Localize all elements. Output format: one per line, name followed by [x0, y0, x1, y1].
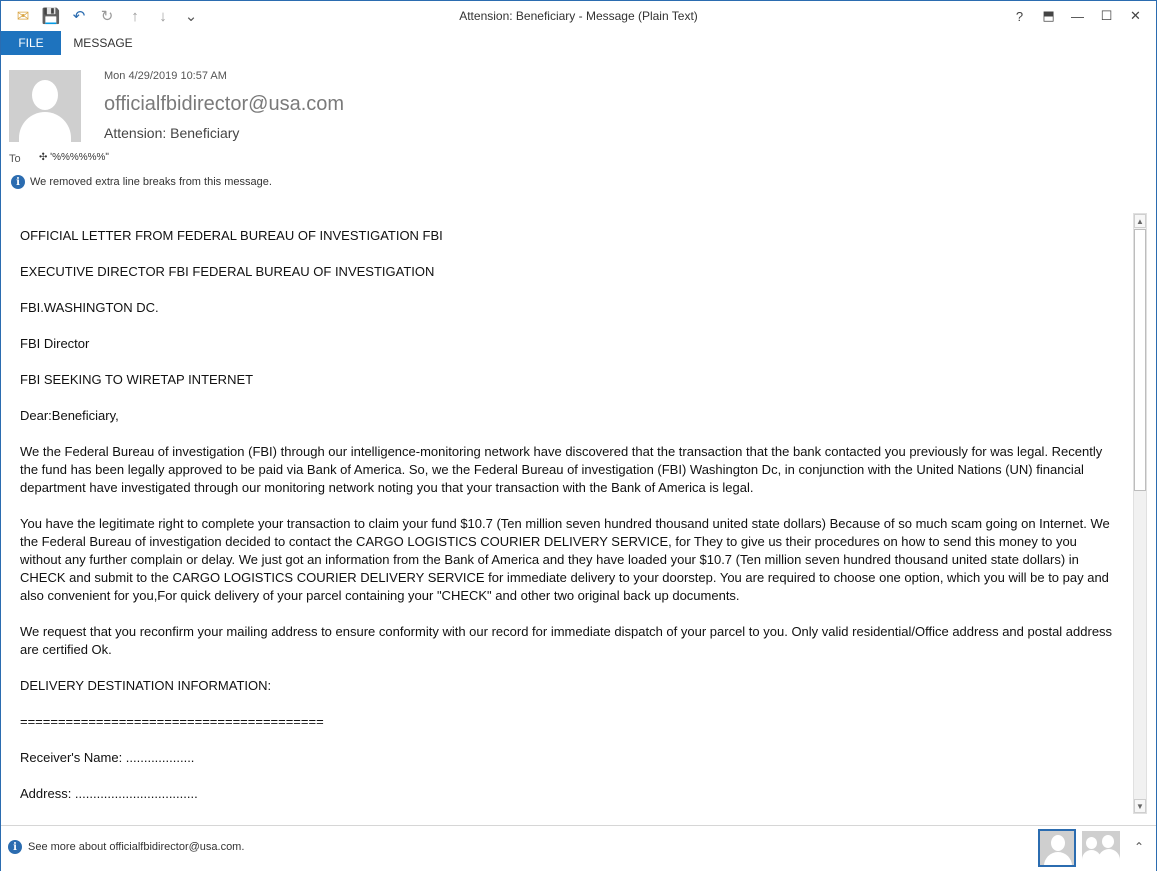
recipient-address[interactable]: ✣ ʹ%%%%%%ʺ — [39, 152, 109, 163]
sender-avatar[interactable] — [9, 70, 81, 142]
sender-address[interactable]: officialfbidirector@usa.com — [104, 93, 345, 115]
save-icon[interactable]: 💾 — [41, 8, 61, 25]
person-head-icon — [32, 80, 58, 110]
body-paragraph: You have the legitimate right to complete your transaction to claim your fund $10.7 (Ten million seven hundred thousand united state dollars) Because of so much scam going on Internet. We the Federal Bureau of investigation decided to contact the CARGO LOGISTICS COURIER DELIVERY SERVICE, for They to give us their procedures on how to send this money to you without any further complain or delay. We just got an information from the Bank of America and they have loaded your $10.7 (Ten million seven hundred thousand united state dollars) in CHECK and submit to the CARGO LOGISTICS COURIER DELIVERY SERVICE for immediate delivery to your doorstep. You are required to choose one option, which you will be to pay and also convenient for you,For quick delivery of your parcel containing your "CHECK" and other two original back up documents. — [20, 516, 1110, 603]
ribbon-tabs — [1, 31, 1156, 55]
vertical-scrollbar[interactable] — [1133, 213, 1147, 814]
body-paragraph: EXECUTIVE DIRECTOR FBI FEDERAL BUREAU OF INVESTIGATION — [20, 264, 435, 279]
group-person-head-icon — [1086, 837, 1097, 849]
ribbon-display-options-button[interactable]: ⬒ — [1042, 8, 1055, 23]
close-button[interactable]: ✕ — [1130, 8, 1141, 23]
person-head-icon — [1051, 835, 1065, 851]
info-bar[interactable] — [11, 175, 272, 189]
body-paragraph: Address: .................................. — [20, 786, 198, 801]
group-person-head-icon — [1102, 835, 1114, 848]
see-more-text: See more about officialfbidirector@usa.com. — [28, 841, 245, 853]
help-button[interactable]: ? — [1015, 8, 1024, 24]
body-paragraph: FBI SEEKING TO WIRETAP INTERNET — [20, 372, 254, 387]
message-subject: Attension: Beneficiary — [104, 125, 240, 141]
info-bar-text: We removed extra line breaks from this message. — [30, 176, 272, 188]
scroll-up-icon[interactable]: ▲ — [1134, 214, 1146, 228]
to-label: To — [9, 153, 21, 165]
tab-message[interactable]: MESSAGE — [73, 36, 133, 50]
customize-toolbar-icon[interactable]: ⌄ — [184, 8, 198, 25]
tab-file[interactable]: FILE — [1, 31, 61, 55]
contact-photo-button[interactable] — [1038, 829, 1076, 867]
group-person-icon — [1098, 849, 1120, 867]
mail-icon[interactable]: ✉ — [16, 8, 30, 25]
body-paragraph: DELIVERY DESTINATION INFORMATION: — [20, 678, 272, 693]
message-date: Mon 4/29/2019 10:57 AM — [104, 70, 227, 82]
message-body[interactable] — [1, 213, 1131, 817]
group-contacts-button[interactable] — [1082, 831, 1120, 867]
body-paragraph: We the Federal Bureau of investigation (FBI) through our intelligence-monitoring network have discovered that the transaction that the bank contacted you previously for was legal. Recently the fund has been legally approved to be paid via Bank of America. So, we the Federal Bureau of investigation (FBI) Washington Dc, in conjunction with the United Nations (UN) financial department have investigated through our monitoring network noting you that your transaction with the Bank of America is legal. — [20, 444, 1103, 495]
body-paragraph: Receiver's Name: ................... — [20, 750, 195, 765]
body-paragraph: OFFICIAL LETTER FROM FEDERAL BUREAU OF INVESTIGATION FBI — [20, 228, 443, 243]
person-body-icon — [1044, 852, 1072, 867]
expand-people-pane-icon[interactable]: ⌃ — [1134, 840, 1145, 854]
body-paragraph: Dear:Beneficiary, — [20, 408, 119, 423]
maximize-button[interactable]: ☐ — [1100, 8, 1113, 23]
body-paragraph: We request that you reconfirm your mailing address to ensure conformity with our record for immediate dispatch of your parcel to you. Only valid residential/Office address and postal address are certified Ok. — [20, 624, 1113, 657]
people-pane — [1, 825, 1156, 871]
undo-icon[interactable]: ↶ — [72, 8, 86, 25]
window-title: Attension: Beneficiary - Message (Plain Text) — [459, 9, 698, 23]
minimize-button[interactable]: — — [1071, 8, 1084, 24]
person-body-icon — [19, 112, 71, 142]
body-paragraph: FBI Director — [20, 336, 90, 351]
body-paragraph: ======================================== — [20, 714, 324, 729]
info-icon: i — [11, 175, 25, 189]
info-icon: i — [8, 840, 22, 854]
see-more-link[interactable] — [8, 840, 244, 854]
redo-icon[interactable]: ↻ — [100, 8, 114, 25]
window-controls — [1005, 5, 1150, 27]
title-bar — [1, 1, 1156, 31]
body-paragraph: FBI.WASHINGTON DC. — [20, 300, 159, 315]
scrollbar-thumb[interactable] — [1134, 229, 1146, 491]
scroll-down-icon[interactable]: ▼ — [1134, 799, 1146, 813]
next-item-icon[interactable]: ↓ — [159, 7, 167, 25]
previous-item-icon[interactable]: ↑ — [131, 7, 139, 25]
